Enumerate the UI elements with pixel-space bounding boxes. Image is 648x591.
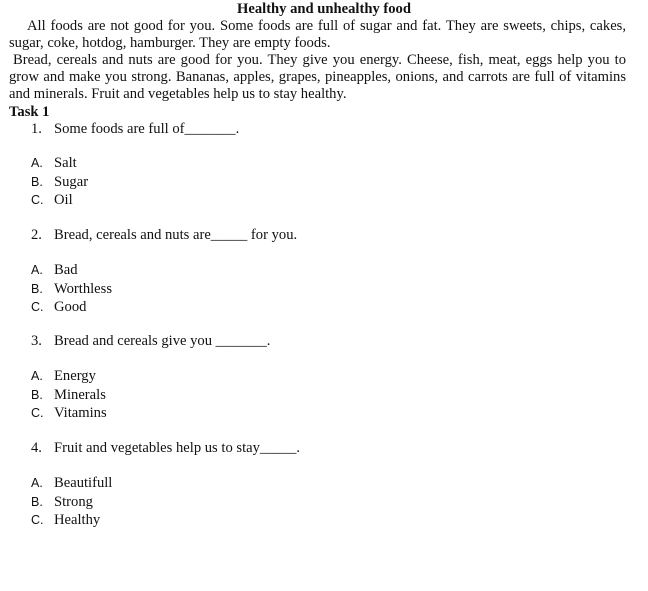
- option-text: Oil: [54, 192, 73, 208]
- option-c[interactable]: [31, 191, 88, 210]
- option-text: Beautifull: [54, 475, 113, 491]
- paragraph-empty-foods: All foods are not good for you. Some foods are full of sugar and fat. They are sweets, chips, cakes, sugar, coke, hotdog, hamburger. They are empty foods.: [9, 18, 626, 51]
- options-question-4: [31, 474, 112, 530]
- option-a[interactable]: [31, 154, 88, 173]
- option-text: Strong: [54, 493, 93, 510]
- option-text: Bad: [54, 262, 78, 278]
- option-a[interactable]: [31, 367, 107, 386]
- option-letter: C.: [31, 406, 44, 420]
- option-a[interactable]: [31, 474, 112, 493]
- option-text: Salt: [54, 155, 77, 171]
- option-letter: A.: [31, 156, 43, 170]
- options-question-1: [31, 154, 88, 210]
- option-text: Worthless: [54, 280, 113, 297]
- question-text: Some foods are full of_______.: [54, 121, 240, 137]
- option-c[interactable]: [31, 298, 112, 317]
- option-text: Vitamins: [54, 405, 107, 421]
- question-number: 3.: [31, 333, 42, 349]
- option-text: Good: [54, 299, 87, 315]
- option-text: Energy: [54, 368, 96, 384]
- question-number: 1.: [31, 121, 42, 137]
- option-a[interactable]: [31, 261, 112, 280]
- option-text: Sugar: [54, 173, 89, 190]
- option-letter: B.: [31, 494, 43, 509]
- question-3: [31, 333, 270, 350]
- task-heading: Task 1: [9, 104, 50, 120]
- option-letter: B.: [31, 174, 43, 189]
- option-b[interactable]: [31, 280, 112, 299]
- option-letter: C.: [31, 513, 44, 527]
- question-1: [31, 121, 239, 138]
- option-c[interactable]: [31, 404, 107, 423]
- option-letter: B.: [31, 281, 43, 296]
- option-letter: A.: [31, 369, 43, 383]
- question-4: [31, 440, 300, 457]
- option-b[interactable]: [31, 493, 112, 512]
- option-b[interactable]: [31, 386, 107, 405]
- option-c[interactable]: [31, 511, 112, 530]
- option-letter: B.: [31, 387, 43, 402]
- option-letter: A.: [31, 263, 43, 277]
- options-question-2: [31, 261, 112, 317]
- option-text: Minerals: [54, 386, 106, 403]
- option-letter: C.: [31, 300, 44, 314]
- question-2: [31, 227, 297, 244]
- page-title: Healthy and unhealthy food: [237, 1, 411, 17]
- question-number: 4.: [31, 440, 42, 456]
- option-text: Healthy: [54, 512, 101, 528]
- question-text: Fruit and vegetables help us to stay_____.: [54, 440, 301, 456]
- option-b[interactable]: [31, 173, 88, 192]
- question-number: 2.: [31, 227, 42, 243]
- option-letter: A.: [31, 476, 43, 490]
- question-text: Bread and cereals give you _______.: [54, 333, 271, 349]
- option-letter: C.: [31, 193, 44, 207]
- paragraph-good-foods: Bread, cereals and nuts are good for you. They give you energy. Cheese, fish, meat, eggs help you to grow and make you strong. Bananas, apples, grapes, pineapples, onions, and carrots are full of vitamins and minerals. Fruit and vegetables help us to stay healthy.: [9, 52, 626, 102]
- question-text: Bread, cereals and nuts are_____ for you.: [54, 227, 298, 243]
- options-question-3: [31, 367, 107, 423]
